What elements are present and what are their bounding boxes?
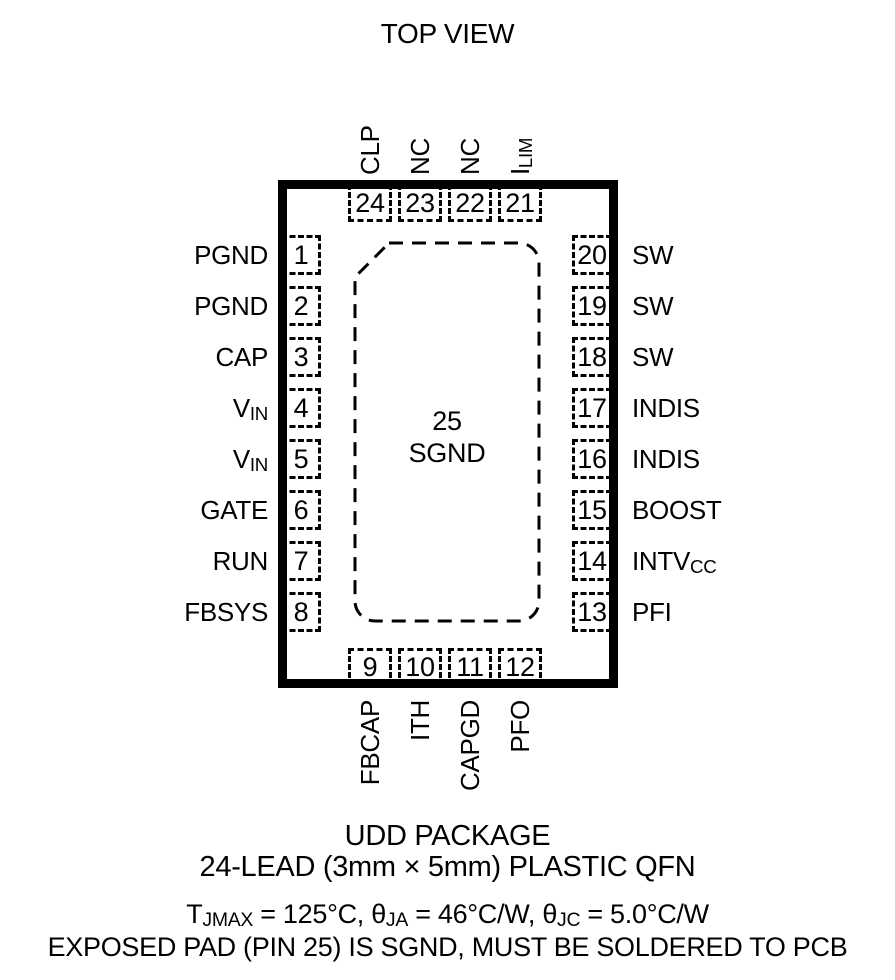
pin-5-number: 5 [293, 443, 309, 474]
label-text: BOOST [632, 495, 722, 525]
pin-21-label [505, 137, 537, 175]
label-text: I [505, 168, 535, 175]
pin-14-label [632, 545, 716, 577]
label-text: CLP [355, 125, 385, 175]
pin-8-label [184, 596, 268, 628]
pin-10-box [398, 648, 442, 686]
pin-2-number: 2 [293, 290, 309, 321]
label-text: INDIS [632, 393, 700, 423]
label-text: INTV [632, 546, 691, 576]
label-text: GATE [200, 495, 268, 525]
label-text: = 46°C/W, [408, 899, 543, 929]
label-text: PFI [632, 597, 672, 627]
label-text: SW [632, 240, 674, 270]
pin-12-label [507, 700, 533, 753]
label-text: ITH [405, 700, 435, 741]
pin-24-number: 24 [355, 187, 385, 218]
pin-23-number: 23 [405, 187, 435, 218]
pin-10-number: 10 [405, 651, 435, 682]
pin-14-number: 14 [577, 545, 607, 576]
pin-4-label [233, 392, 268, 424]
pin-21-box [498, 184, 542, 222]
label-text: NC [405, 138, 435, 175]
pin-7-label [213, 545, 268, 577]
pin-18-label [632, 341, 673, 373]
pin-23-label [407, 138, 433, 175]
pin-22-box [448, 184, 492, 222]
pin-11-label [457, 700, 483, 791]
label-text: θ [371, 899, 386, 929]
pin-23-box [398, 184, 442, 222]
pin-5-box [281, 439, 321, 479]
label-text: = 5.0°C/W [580, 899, 709, 929]
pin-16-label [632, 443, 700, 475]
label-subscript: CC [690, 556, 717, 578]
pin-12-box [498, 648, 542, 686]
pin-15-number: 15 [577, 494, 607, 525]
pin-7-box [281, 541, 321, 581]
exposed-pad-number: 25 [432, 406, 462, 436]
label-text: PGND [194, 291, 268, 321]
pin-9-box [348, 648, 392, 686]
label-text: V [232, 393, 250, 423]
pin-17-label [632, 392, 700, 424]
label-text: NC [455, 138, 485, 175]
label-text: V [232, 444, 250, 474]
label-subscript: LIM [515, 137, 537, 169]
exposed-pad-name: SGND [408, 438, 486, 468]
pin-9-label [357, 700, 383, 785]
pin-2-box [281, 286, 321, 326]
pin-20-label [632, 239, 673, 271]
label-text: T [186, 899, 203, 929]
pin-6-label [200, 494, 268, 526]
pin-20-box [572, 235, 612, 275]
label-subscript: JMAX [202, 909, 254, 932]
pin-6-box [281, 490, 321, 530]
thermal-note [0, 898, 895, 930]
pin-1-box [281, 235, 321, 275]
label-subscript: JC [557, 909, 581, 932]
pin-3-box [281, 337, 321, 377]
label-text: RUN [212, 546, 268, 576]
label-text: FBCAP [355, 700, 385, 786]
package-name: UDD PACKAGE [344, 820, 551, 852]
pin-13-box [572, 592, 612, 632]
pin-5-label [233, 443, 268, 475]
pin-3-label [215, 341, 268, 373]
pin-18-number: 18 [577, 341, 607, 372]
pin-7-number: 7 [293, 545, 309, 576]
label-text: PFO [505, 700, 535, 753]
label-text: FBSYS [184, 597, 268, 627]
exposed-pad-note: EXPOSED PAD (PIN 25) IS SGND, MUST BE SOLDERED TO PCB [47, 932, 848, 962]
pin-16-box [572, 439, 612, 479]
label-text: = 125°C, [253, 899, 372, 929]
pin-11-box [448, 648, 492, 686]
diagram-title: TOP VIEW [380, 18, 515, 49]
pin-22-label [457, 138, 483, 175]
pin-8-box [281, 592, 321, 632]
pin-4-box [281, 388, 321, 428]
pin-13-label [632, 596, 672, 628]
pin-9-number: 9 [362, 651, 378, 682]
pin-18-box [572, 337, 612, 377]
pin-15-label [632, 494, 722, 526]
pin-10-label [407, 700, 433, 741]
pin-12-number: 12 [505, 651, 535, 682]
label-subscript: JA [385, 909, 408, 932]
pin-1-number: 1 [293, 239, 309, 270]
label-text: INDIS [632, 444, 700, 474]
pin-19-label [632, 290, 673, 322]
label-text: PGND [194, 240, 268, 270]
pin-19-number: 19 [577, 290, 607, 321]
pin-8-number: 8 [293, 596, 309, 627]
pin-2-label [194, 290, 268, 322]
label-subscript: IN [249, 454, 268, 476]
pin-11-number: 11 [456, 651, 484, 682]
pin-4-number: 4 [293, 392, 309, 423]
label-text: CAP [215, 342, 268, 372]
pin-15-box [572, 490, 612, 530]
label-text: CAPGD [455, 700, 485, 791]
pin-17-number: 17 [577, 392, 607, 423]
pin-19-box [572, 286, 612, 326]
label-subscript: IN [249, 403, 268, 425]
pin-21-number: 21 [505, 187, 535, 218]
pin-14-box [572, 541, 612, 581]
pin-24-label [357, 125, 383, 175]
pin-17-box [572, 388, 612, 428]
pin-20-number: 20 [577, 239, 607, 270]
pin-24-box [348, 184, 392, 222]
pin-22-number: 22 [455, 187, 485, 218]
label-text: SW [632, 291, 674, 321]
pin-3-number: 3 [293, 341, 309, 372]
pin-13-number: 13 [577, 596, 607, 627]
label-text: SW [632, 342, 674, 372]
pin-1-label [194, 239, 268, 271]
pin-6-number: 6 [293, 494, 309, 525]
label-text: θ [542, 899, 558, 929]
package-description: 24-LEAD (3mm × 5mm) PLASTIC QFN [199, 851, 696, 883]
pin-16-number: 16 [577, 443, 607, 474]
